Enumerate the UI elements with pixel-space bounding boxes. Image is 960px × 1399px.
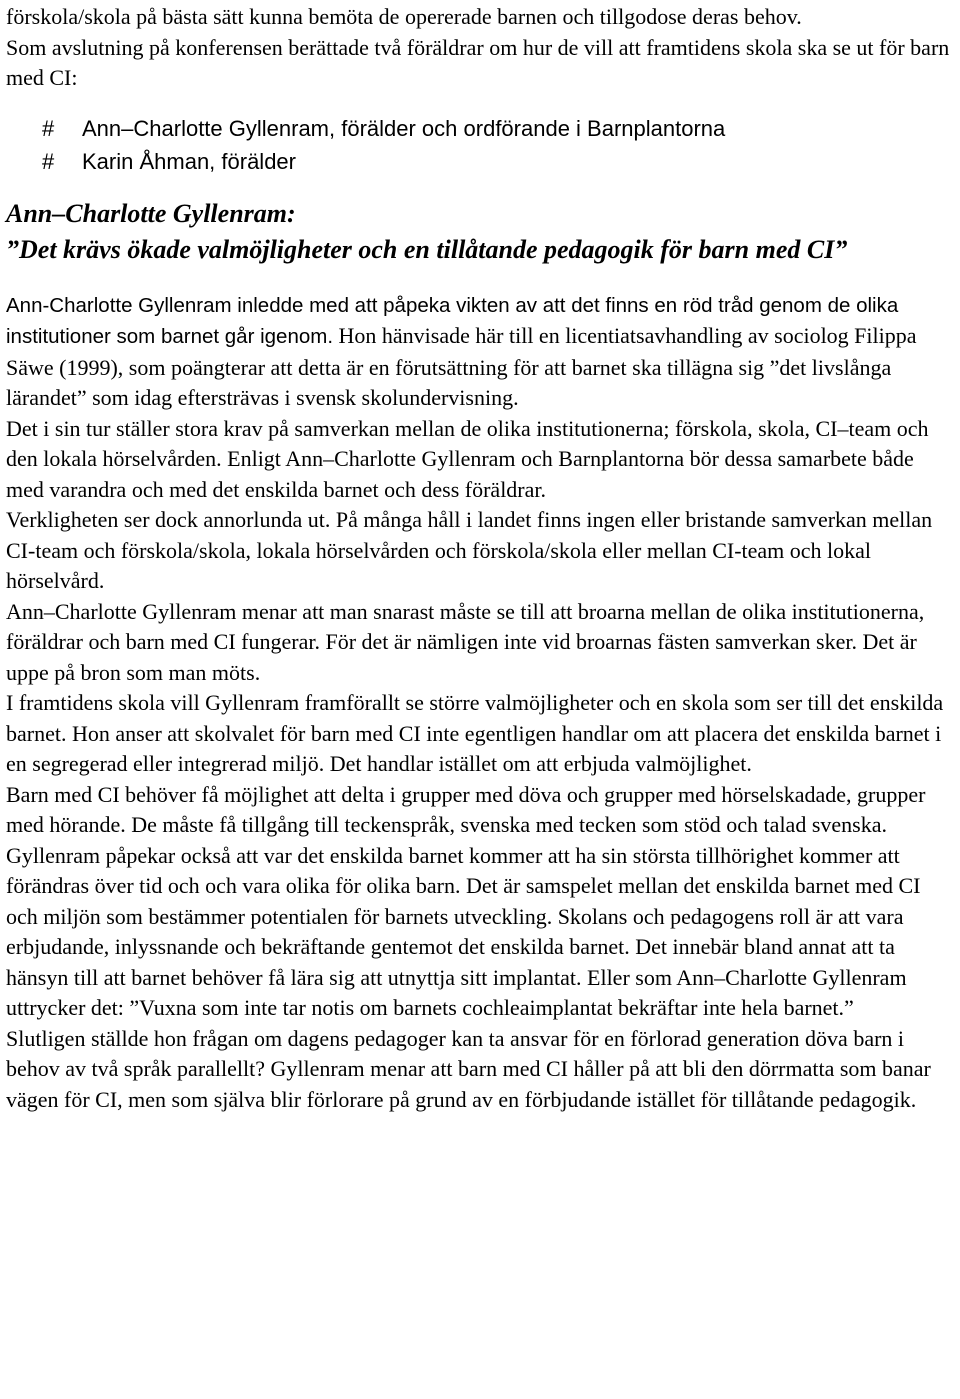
body-paragraph-6: Barn med CI behöver få möjlighet att delta i grupper med döva och grupper med hörselskadade, grupper med hörande. De måste få tillgång till teckenspråk, svenska med tecken som stöd och talad svenska. bbox=[6, 781, 926, 837]
body-paragraph-5: I framtidens skola vill Gyllenram framförallt se större valmöjligheter och en skola som ser till det enskilda barnet. Hon anser att skolvalet för barn med CI inte egentligen handlar om att placera det enskilda barnet i en segregerad eller integrerad miljö. Det handlar istället om att erbjuda valmöjlighet. bbox=[6, 690, 944, 776]
spacer bbox=[6, 94, 956, 112]
body-lead-sentence: Ann-Charlotte Gyllenram inledde med att påpeka vikten av att det finns en röd tråd genom de olika institutioner som barnet går igenom. bbox=[6, 293, 899, 348]
body-paragraph-1-rest: Hon hänvisade här till en licentiatsavhandling av sociolog Filippa Säwe (1999), som poängterar att detta är en förutsättning för att barnet ska tillägna sig ”det livslånga lärandet” som idag eftersträvas i svensk skolundervisning. bbox=[6, 323, 917, 410]
hash-bullet-icon: # bbox=[42, 115, 55, 141]
section-heading-quote: ”Det krävs ökade valmöjligheter och en tillåtande pedagogik för barn med CI” bbox=[6, 234, 848, 264]
body-paragraph-3: Verkligheten ser dock annorlunda ut. På många håll i landet finns ingen eller bristande samverkan mellan CI-team och förskola/skola, lokala hörselvården och förskola/skola eller mellan CI-team och lokal hörselvård. bbox=[6, 507, 933, 593]
spacer bbox=[6, 268, 956, 290]
intro-paragraph-1: förskola/skola på bästa sätt kunna bemöta de opererade barnen och tillgodose deras behov. bbox=[6, 4, 802, 29]
body-paragraph-7: Gyllenram påpekar också att var det enskilda barnet kommer att ha sin största tillhörighet kommer att förändras över tid och och vara olika för olika barn. Det är samspelet mellan det enskilda barnet med CI och miljön som bestämmer potentialen för barnets utveckling. Skolans och pedagogens roll är att vara erbjudande, inlyssnande och bekräftande gentemot det enskilda barnet. Det innebär bland annat att ta hänsyn till att barnet behöver få lära sig att utnyttja sitt implantat. Eller som Ann–Charlotte Gyllenram uttrycker det: ”Vuxna som inte tar notis om barnets cochleaimplantat bekräftar inte hela barnet.” bbox=[6, 842, 921, 1020]
body-paragraph-4: Ann–Charlotte Gyllenram menar att man snarast måste se till att broarna mellan de olika institutionerna, föräldrar och barn med CI fungerar. För det är nämligen inte vid broarnas fästen samverkan sker. Det är uppe på bron som man möts. bbox=[6, 598, 925, 685]
spacer bbox=[6, 178, 956, 196]
section-heading-speaker: Ann–Charlotte Gyllenram: bbox=[6, 198, 296, 228]
speaker-item bbox=[6, 112, 956, 145]
intro-paragraph-2: Som avslutning på konferensen berättade två föräldrar om hur de vill att framtidens skola ska se ut för barn med CI: bbox=[6, 34, 950, 90]
speaker-text: Karin Åhman, förälder bbox=[82, 148, 296, 174]
speaker-item bbox=[6, 145, 956, 178]
speaker-list bbox=[6, 112, 956, 178]
body-paragraph-2: Det i sin tur ställer stora krav på samverkan mellan de olika institutionerna; förskola, skola, CI–team och den lokala hörselvården. Enligt Ann–Charlotte Gyllenram och Barnplantorna bör dessa samarbete både med varandra och med det enskilda barnet och dess föräldrar. bbox=[6, 415, 929, 502]
hash-bullet-icon: # bbox=[42, 148, 55, 174]
document-page bbox=[6, 2, 956, 1115]
body-paragraph-1 bbox=[6, 290, 956, 414]
speaker-text: Ann–Charlotte Gyllenram, förälder och ordförande i Barnplantorna bbox=[82, 115, 726, 141]
body-paragraph-8: Slutligen ställde hon frågan om dagens pedagoger kan ta ansvar för en förlorad generation döva barn i behov av två språk parallellt? Gyllenram menar att barn med CI håller på att bli den dörrmatta som banar vägen för CI, men som själva blir förlorare på grund av en förbjudande istället för tillåtande pedagogik. bbox=[6, 1025, 931, 1112]
